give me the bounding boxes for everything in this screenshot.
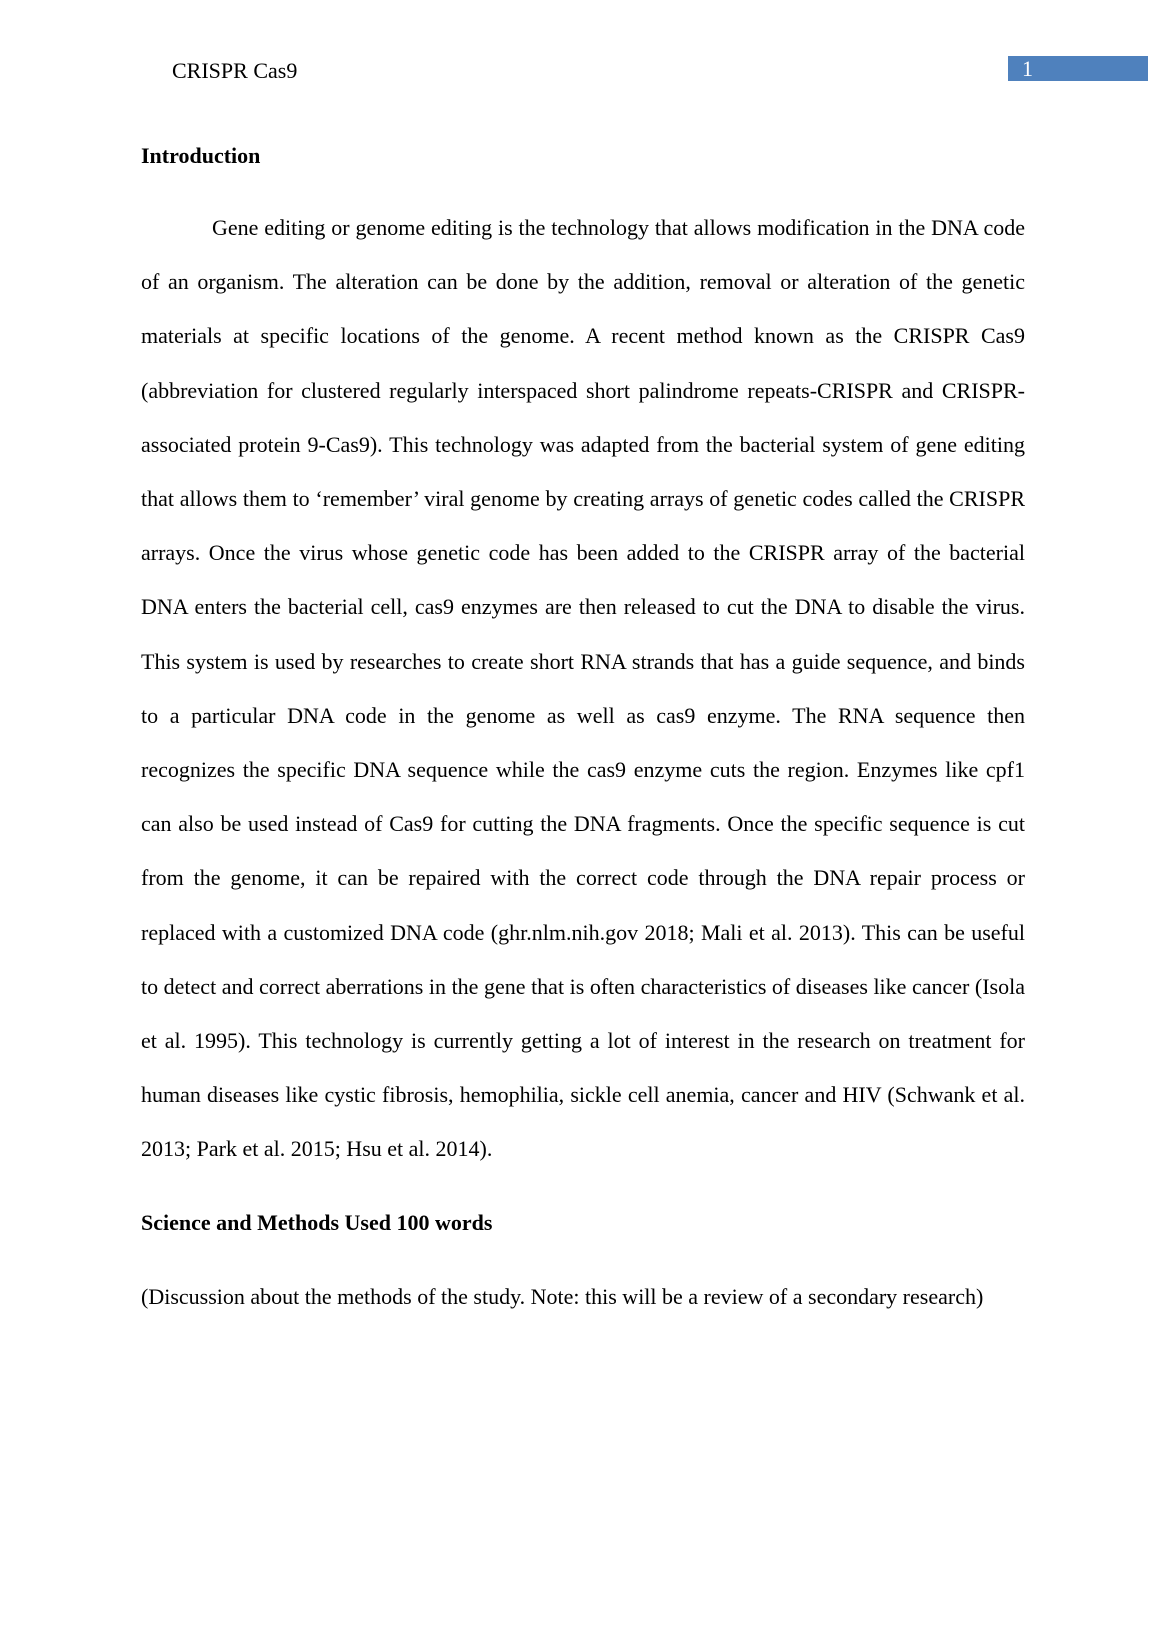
methods-paragraph: (Discussion about the methods of the study. Note: this will be a review of a secondary research): [141, 1283, 984, 1309]
section-heading-introduction: Introduction: [141, 143, 261, 168]
section-heading-methods: Science and Methods Used 100 words: [141, 1209, 493, 1235]
introduction-paragraph: Gene editing or genome editing is the technology that allows modification in the DNA code of an organism. The alteration can be done by the addition, removal or alteration of the genetic materials at specific locations of the genome. A recent method known as the CRISPR Cas9 (abbreviation for clustered regularly interspaced short palindrome repeats-CRISPR and CRISPR-associated protein 9-Cas9). This technology was adapted from the bacterial system of gene editing that allows them to ‘remember’ viral genome by creating arrays of genetic codes called the CRISPR arrays. Once the virus whose genetic code has been added to the CRISPR array of the bacterial DNA enters the bacterial cell, cas9 enzymes are then released to cut the DNA to disable the virus. This system is used by researches to create short RNA strands that has a guide sequence, and binds to a particular DNA code in the genome as well as cas9 enzyme. The RNA sequence then recognizes the specific DNA sequence while the cas9 enzyme cuts the region. Enzymes like cpf1 can also be used instead of Cas9 for cutting the DNA fragments. Once the specific sequence is cut from the genome, it can be repaired with the correct code through the DNA repair process or replaced with a customized DNA code (ghr.nlm.nih.gov 2018; Mali et al. 2013). This can be useful to detect and correct aberrations in the gene that is often characteristics of diseases like cancer (Isola et al. 1995). This technology is currently getting a lot of interest in the research on treatment for human diseases like cystic fibrosis, hemophilia, sickle cell anemia, cancer and HIV (Schwank et al. 2013; Park et al. 2015; Hsu et al. 2014).: [141, 215, 1025, 1162]
document-body: [141, 133, 1025, 1324]
page-header: [0, 56, 1158, 86]
page-number: 1: [1008, 56, 1148, 81]
running-head: CRISPR Cas9: [172, 58, 298, 83]
